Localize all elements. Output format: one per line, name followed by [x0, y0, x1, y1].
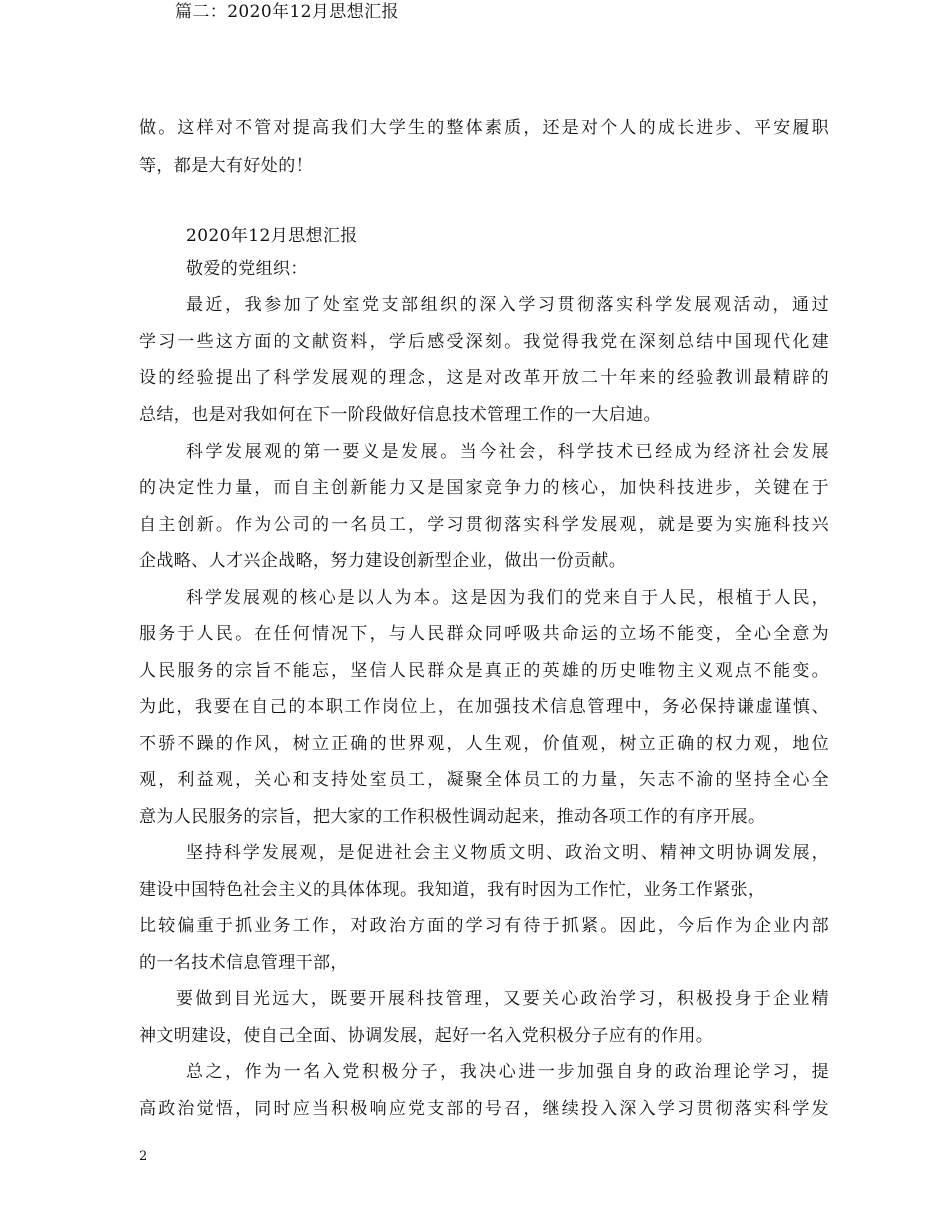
paragraph-line: 建设中国特色社会主义的具体体现。我知道，我有时因为工作忙，业务工作紧张，: [139, 880, 766, 900]
paragraph-line: 为此，我要在自己的本职工作岗位上，在加强技术信息管理中，务必保持谦虚谨慎、: [139, 697, 829, 717]
paragraph-line: 人民服务的宗旨不能忘，坚信人民群众是真正的英雄的历史唯物主义观点不能变。: [139, 661, 829, 681]
paragraph-line: 企战略、人才兴企战略，努力建设创新型企业，做出一份贡献。: [139, 551, 627, 571]
paragraph-line: 设的经验提出了科学发展观的理念，这是对改革开放二十年来的经验教训最精辟的: [139, 368, 829, 388]
paragraph-line: 最近，我参加了处室党支部组织的深入学习贯彻落实科学发展观活动，通过: [186, 295, 829, 315]
paragraph-line: 意为人民服务的宗旨，把大家的工作积极性调动起来，推动各项工作的有序开展。: [139, 807, 766, 827]
paragraph-line: 总之，作为一名入党积极分子，我决心进一步加强自身的政治理论学习，提: [186, 1062, 829, 1082]
paragraph-line: 神文明建设，使自己全面、协调发展，起好一名入党积极分子应有的作用。: [139, 1026, 714, 1046]
paragraph-line: 的一名技术信息管理干部，: [139, 953, 348, 973]
paragraph-line: 科学发展观的核心是以人为本。这是因为我们的党来自于人民，根植于人民，: [186, 588, 829, 608]
section-title: 篇二：2020年12月思想汇报: [175, 2, 399, 22]
paragraph-line: 服务于人民。在任何情况下，与人民群众同呼吸共命运的立场不能变，全心全意为: [139, 624, 829, 644]
paragraph-line: 学习一些这方面的文献资料，学后感受深刻。我觉得我党在深刻总结中国现代化建: [139, 332, 829, 352]
salutation: 敬爱的党组织：: [186, 259, 308, 279]
paragraph-line: 自主创新。作为公司的一名员工，学习贯彻落实科学发展观，就是要为实施科技兴: [139, 515, 829, 535]
text-line: 做。这样对不管对提高我们大学生的整体素质，还是对个人的成长进步、平安履职: [139, 118, 829, 138]
paragraph-line: 比较偏重于抓业务工作，对政治方面的学习有待于抓紧。因此，今后作为企业内部: [139, 916, 829, 936]
paragraph-line: 科学发展观的第一要义是发展。当今社会，科学技术已经成为经济社会发展: [186, 442, 829, 462]
paragraph-line: 的决定性力量，而自主创新能力又是国家竞争力的核心，加快科技进步，关键在于: [139, 478, 829, 498]
paragraph-line: 坚持科学发展观，是促进社会主义物质文明、政治文明、精神文明协调发展，: [186, 843, 829, 863]
paragraph-line: 总结，也是对我如何在下一阶段做好信息技术管理工作的一大启迪。: [139, 405, 661, 425]
paragraph-line: 要做到目光远大，既要开展科技管理，又要关心政治学习，积极投身于企业精: [176, 989, 829, 1009]
report-title: 2020年12月思想汇报: [186, 226, 358, 246]
paragraph-line: 不骄不躁的作风，树立正确的世界观，人生观，价值观，树立正确的权力观，地位: [139, 734, 829, 754]
paragraph-line: 观，利益观，关心和支持处室员工，凝聚全体员工的力量，矢志不渝的坚持全心全: [139, 770, 829, 790]
text-line: 等，都是大有好处的！: [139, 156, 313, 176]
paragraph-line: 高政治觉悟，同时应当积极响应党支部的号召，继续投入深入学习贯彻落实科学发: [139, 1099, 829, 1119]
page-number: 2: [139, 1149, 148, 1164]
